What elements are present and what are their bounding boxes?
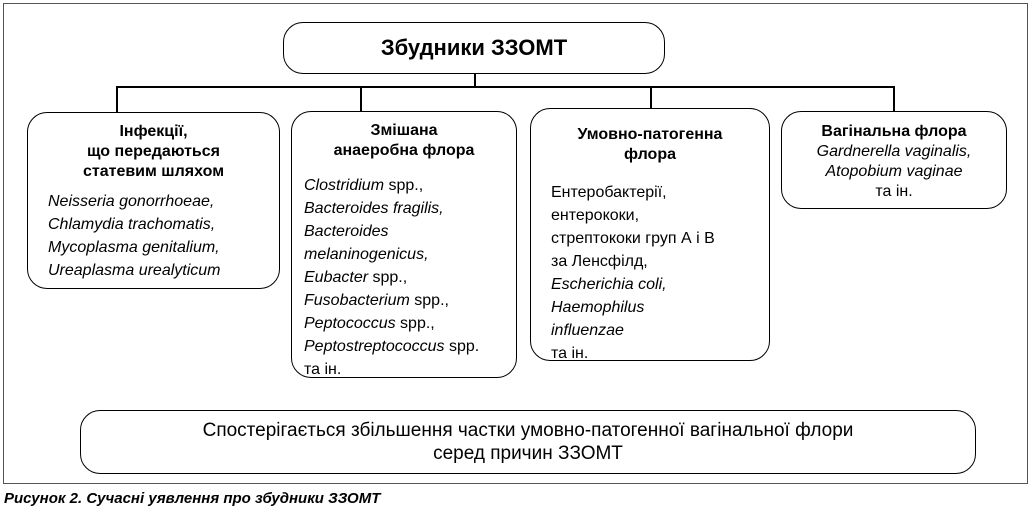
suffix: за Ленсфілд,: [551, 253, 648, 270]
pathogen-item: Neisseria gonorrhoeae,: [48, 193, 215, 210]
heading-line: Умовно-патогенна: [577, 126, 723, 143]
latin-name: Escherichia coli,: [551, 276, 667, 293]
conclusion-line: серед причин ЗЗОМТ: [433, 443, 623, 464]
box-vaginal-heading: [782, 122, 1006, 142]
pathogen-item: [782, 182, 1006, 202]
connector-horizontal: [116, 86, 894, 88]
connector-sti: [116, 86, 118, 112]
box-vaginal-items: [782, 142, 1006, 202]
pathogen-item: [304, 174, 516, 197]
latin-name: Peptostreptococcus: [304, 338, 445, 355]
diagram-title: Збудники ЗЗОМТ: [283, 22, 665, 74]
latin-name: Fusobacterium: [304, 292, 410, 309]
latin-name: Clostridium: [304, 177, 385, 194]
box-anaerobic: [291, 111, 517, 378]
pathogen-item: [551, 296, 769, 319]
suffix: та ін.: [551, 345, 589, 362]
box-anaerobic-heading: [292, 121, 516, 161]
connector-anaerobic: [360, 86, 362, 111]
conclusion-box: [80, 410, 976, 474]
suffix: та ін.: [875, 183, 913, 200]
latin-name: Peptococcus: [304, 315, 396, 332]
pathogen-item: Chlamydia trachomatis,: [48, 216, 216, 233]
box-opportunistic-items: [531, 181, 769, 365]
latin-name: Bacteroides fragilis,: [304, 200, 444, 217]
heading-line: Вагінальна флора: [821, 123, 967, 140]
heading-line: статевим шляхом: [82, 163, 225, 180]
box-sti-items: [28, 190, 279, 282]
suffix: spp.,: [368, 269, 408, 286]
heading-line: анаеробна флора: [333, 142, 475, 159]
box-sti: [27, 112, 280, 289]
pathogen-item: [551, 342, 769, 365]
suffix: Ентеробактерії,: [551, 184, 667, 201]
heading-line: що передаються: [87, 143, 220, 160]
suffix: spp.: [444, 338, 480, 355]
latin-name: Gardnerella vaginalis,: [816, 143, 972, 160]
box-anaerobic-items: [292, 174, 516, 381]
pathogen-item: Mycoplasma genitalium,: [48, 239, 220, 256]
pathogen-item: [304, 312, 516, 335]
latin-name: Eubacter: [304, 269, 369, 286]
suffix: spp.,: [384, 177, 424, 194]
pathogen-item: [551, 250, 769, 273]
pathogen-item: [304, 197, 516, 220]
heading-line: Змішана: [370, 122, 438, 139]
connector-opportunistic: [650, 86, 652, 108]
box-opportunistic: [530, 108, 770, 361]
pathogen-item: [551, 319, 769, 342]
box-vaginal: [781, 111, 1007, 209]
heading-line: флора: [624, 146, 676, 163]
pathogen-item: [551, 181, 769, 204]
box-opportunistic-heading: [531, 125, 769, 165]
connector-vaginal: [893, 86, 895, 111]
pathogen-item: [304, 266, 516, 289]
figure-caption: Рисунок 2. Сучасні уявлення про збудники ЗЗОМТ: [4, 490, 381, 507]
suffix: spp.,: [409, 292, 449, 309]
pathogen-item: [304, 243, 516, 266]
latin-name: melaninogenicus,: [304, 246, 429, 263]
pathogen-item: [551, 273, 769, 296]
suffix: стрептококи груп А і В: [551, 230, 715, 247]
suffix: spp.,: [395, 315, 435, 332]
suffix: ентерококи,: [551, 207, 640, 224]
latin-name: Haemophilus: [551, 299, 645, 316]
pathogen-item: [551, 204, 769, 227]
pathogen-item: [782, 162, 1006, 182]
suffix: та ін.: [304, 361, 342, 378]
pathogen-item: [551, 227, 769, 250]
pathogen-item: [304, 358, 516, 381]
latin-name: Atopobium vaginae: [825, 163, 963, 180]
pathogen-item: [782, 142, 1006, 162]
latin-name: Bacteroides: [304, 223, 389, 240]
latin-name: influenzae: [551, 322, 624, 339]
pathogen-item: [304, 289, 516, 312]
pathogen-item: [304, 335, 516, 358]
pathogen-item: Ureaplasma urealyticum: [48, 262, 221, 279]
heading-line: Інфекції,: [119, 123, 188, 140]
pathogen-item: [304, 220, 516, 243]
box-sti-heading: [28, 122, 279, 182]
conclusion-line: Спостерігається збільшення частки умовно-патогенної вагінальної флори: [202, 420, 854, 441]
